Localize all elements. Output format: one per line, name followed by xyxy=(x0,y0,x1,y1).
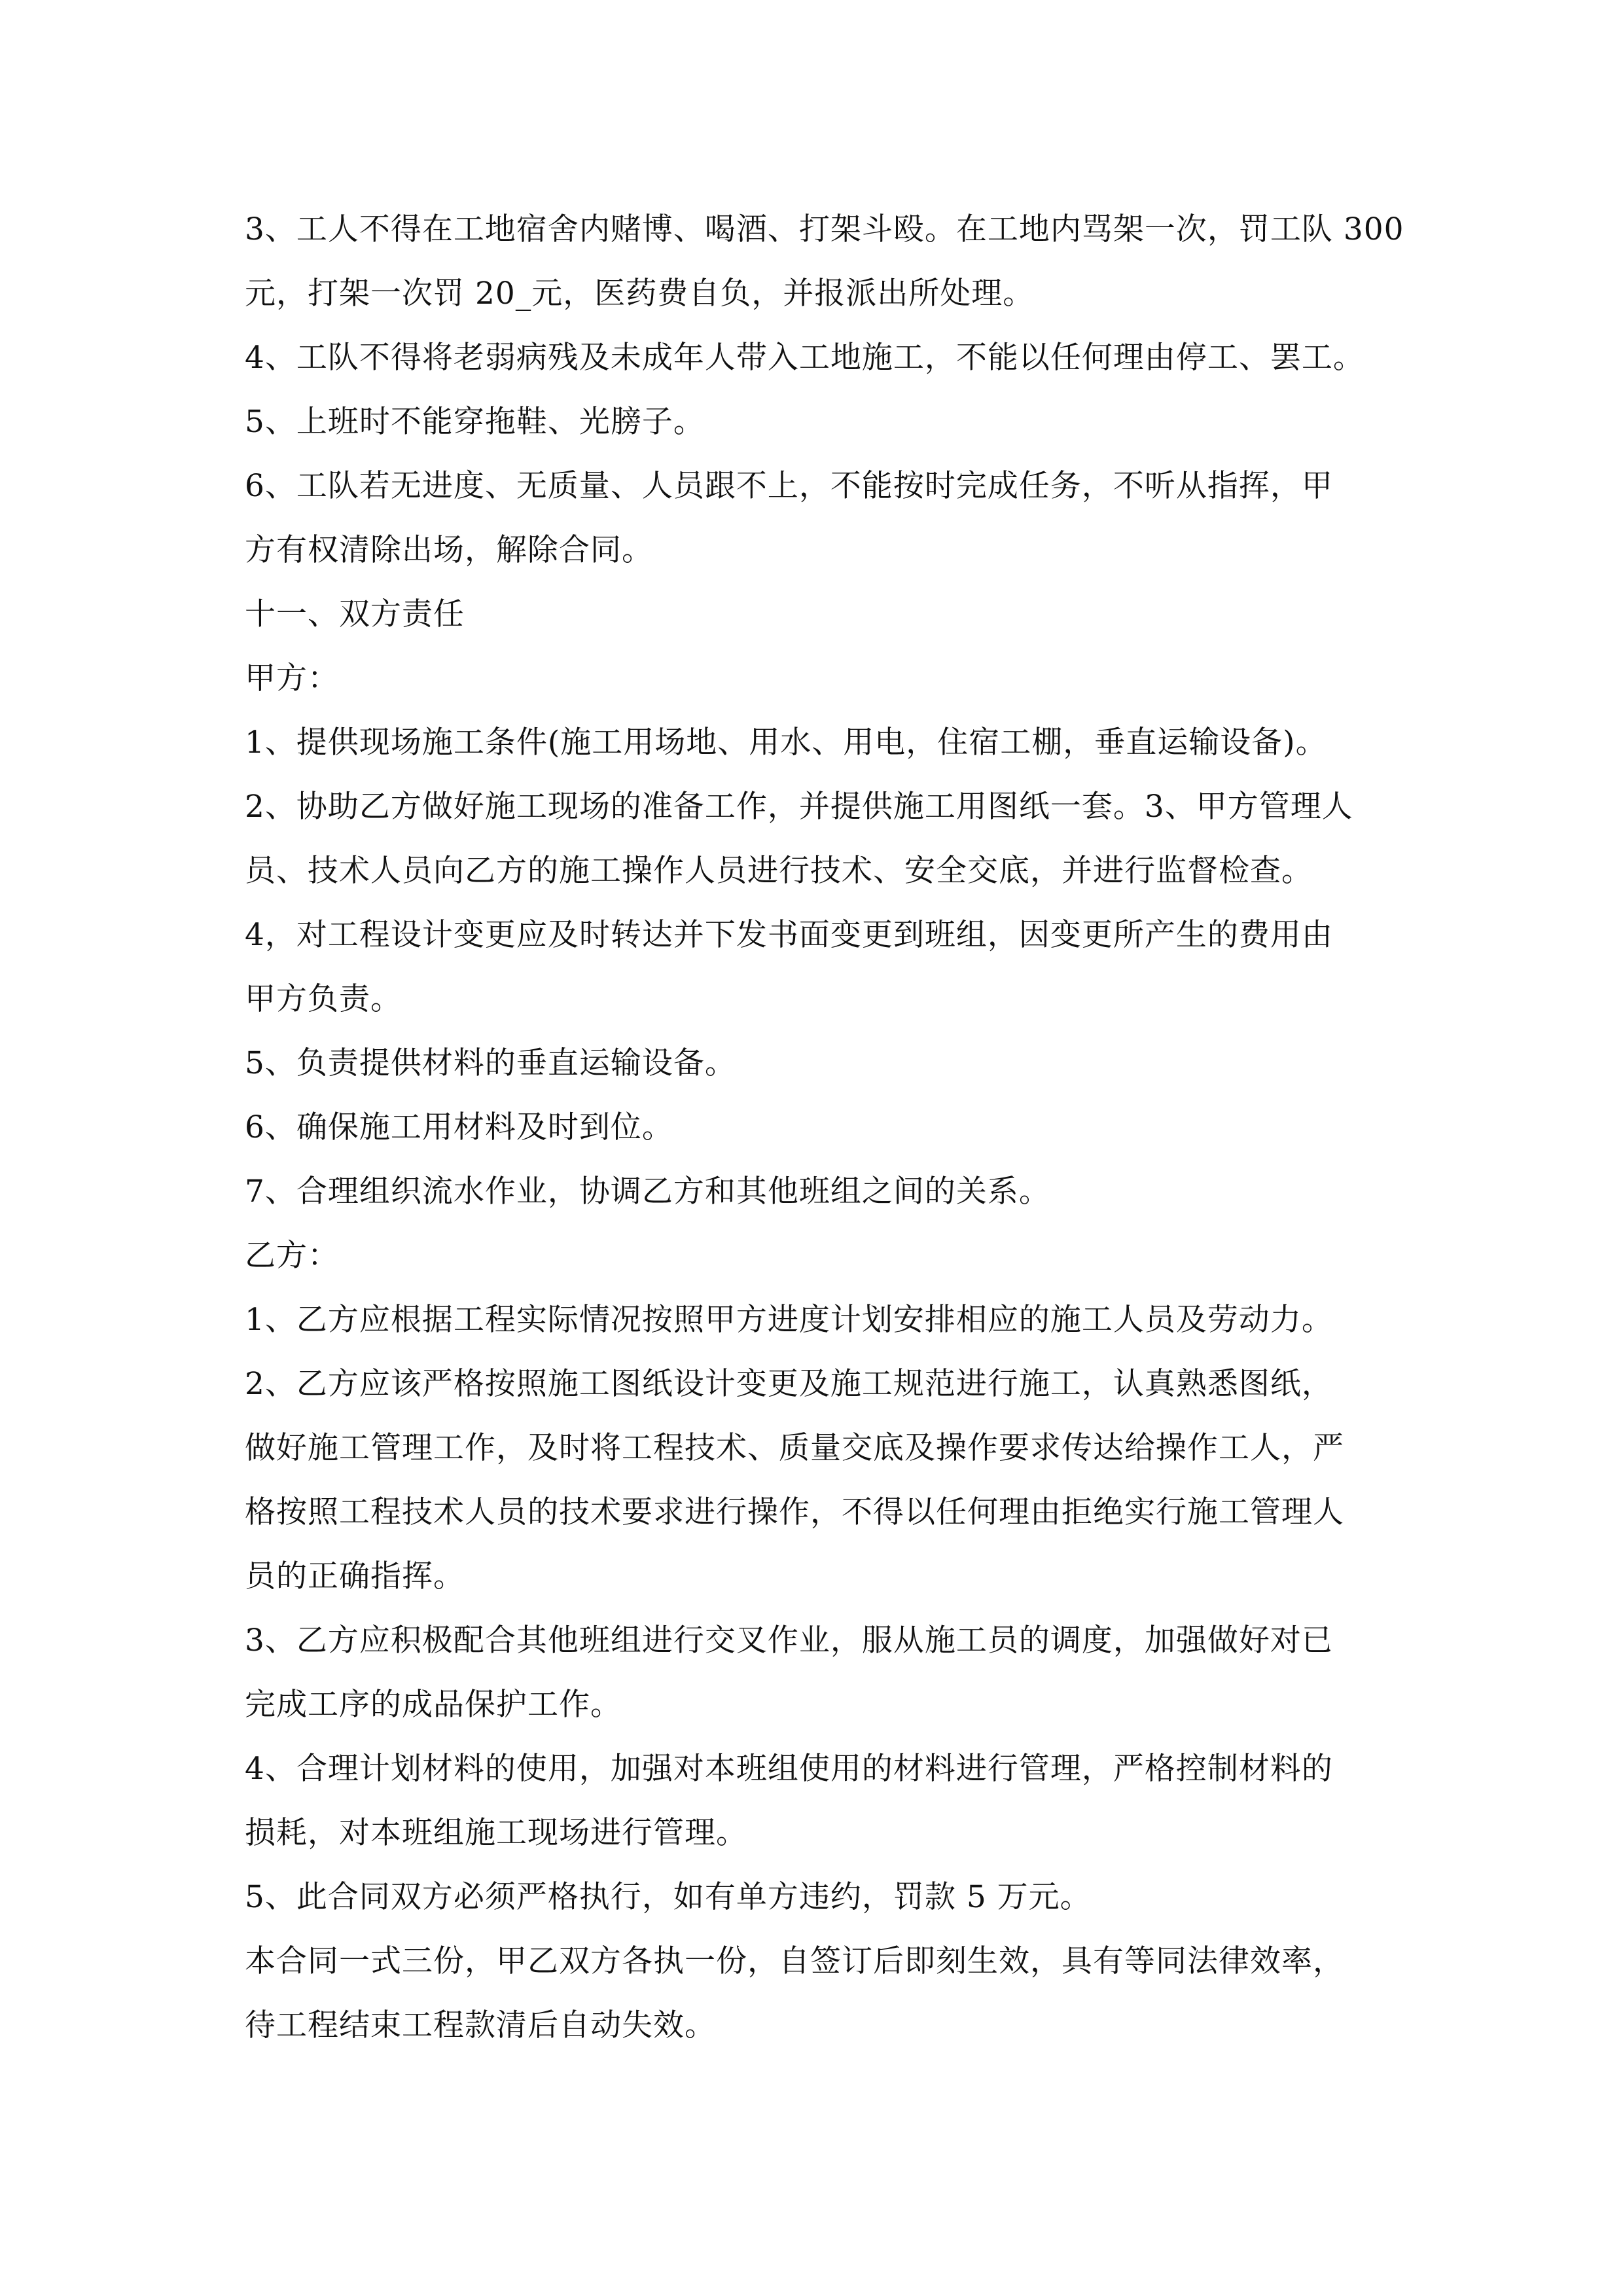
text-line: 完成工序的成品保护工作。 xyxy=(245,1687,622,1723)
text-line: 2、乙方应该严格按照施工图纸设计变更及施工规范进行施工，认真熟悉图纸， xyxy=(245,1366,1333,1402)
section-heading: 十一、双方责任 xyxy=(245,596,465,632)
text-line: 5、上班时不能穿拖鞋、光膀子。 xyxy=(245,404,705,440)
text-line: 1、提供现场施工条件(施工用场地、用水、用电，住宿工棚，垂直运输设备)。 xyxy=(245,725,1327,761)
text-line: 待工程结束工程款清后自动失效。 xyxy=(245,2007,716,2043)
party-b-heading: 乙方： xyxy=(245,1238,339,1274)
text-line: 本合同一式三份，甲乙双方各执一份，自签订后即刻生效，具有等同法律效率， xyxy=(245,1943,1344,1979)
text-line: 2、协助乙方做好施工现场的准备工作，并提供施工用图纸一套。3、甲方管理人 xyxy=(245,789,1353,825)
contract-body xyxy=(245,198,1404,2058)
text-line: 4，对工程设计变更应及时转达并下发书面变更到班组，因变更所产生的费用由 xyxy=(245,917,1333,953)
text-line: 4、工队不得将老弱病残及未成年人带入工地施工，不能以任何理由停工、罢工。 xyxy=(245,340,1364,376)
text-line: 员、技术人员向乙方的施工操作人员进行技术、安全交底，并进行监督检查。 xyxy=(245,853,1313,889)
text-line: 员的正确指挥。 xyxy=(245,1558,465,1594)
text-line: 6、工队若无进度、无质量、人员跟不上，不能按时完成任务，不听从指挥，甲 xyxy=(245,468,1333,504)
text-line: 5、负责提供材料的垂直运输设备。 xyxy=(245,1045,736,1081)
text-line: 7、合理组织流水作业，协调乙方和其他班组之间的关系。 xyxy=(245,1174,1050,1210)
text-line: 甲方负责。 xyxy=(245,981,402,1017)
text-line: 1、乙方应根据工程实际情况按照甲方进度计划安排相应的施工人员及劳动力。 xyxy=(245,1302,1333,1338)
text-line: 6、确保施工用材料及时到位。 xyxy=(245,1109,673,1145)
text-line: 格按照工程技术人员的技术要求进行操作，不得以任何理由拒绝实行施工管理人 xyxy=(245,1494,1344,1530)
text-line: 方有权清除出场，解除合同。 xyxy=(245,532,653,568)
text-line: 3、工人不得在工地宿舍内赌博、喝酒、打架斗殴。在工地内骂架一次，罚工队 300 xyxy=(245,211,1404,247)
party-a-heading: 甲方： xyxy=(245,660,339,696)
text-line: 4、合理计划材料的使用，加强对本班组使用的材料进行管理，严格控制材料的 xyxy=(245,1751,1333,1787)
text-line: 3、乙方应积极配合其他班组进行交叉作业，服从施工员的调度，加强做好对已 xyxy=(245,1623,1333,1659)
text-line: 元，打架一次罚 20_元，医药费自负，并报派出所处理。 xyxy=(245,276,1035,312)
text-line: 5、此合同双方必须严格执行，如有单方违约，罚款 5 万元。 xyxy=(245,1879,1092,1915)
text-line: 损耗，对本班组施工现场进行管理。 xyxy=(245,1815,747,1851)
text-line: 做好施工管理工作，及时将工程技术、质量交底及操作要求传达给操作工人，严 xyxy=(245,1430,1344,1466)
